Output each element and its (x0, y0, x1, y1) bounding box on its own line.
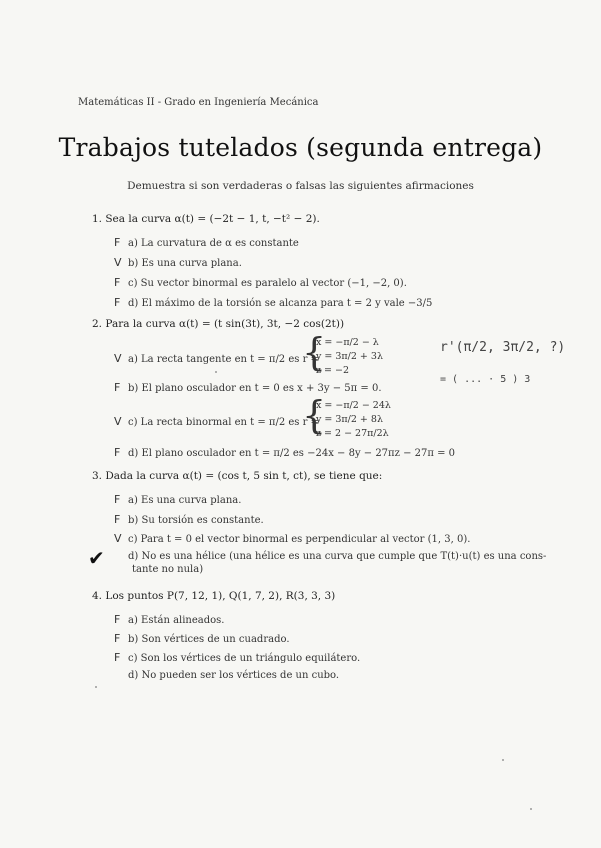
problem-4-item-a (114, 613, 224, 626)
problem-4-item-c (114, 651, 360, 664)
item-text: b) Es una curva plana. (128, 258, 242, 269)
problem-4-item-d (114, 670, 339, 681)
problem-1-statement: 1. Sea la curva α(t) = (−2t − 1, t, −t² − 2). (92, 213, 320, 225)
answer-mark: F (114, 276, 121, 289)
scan-speck (502, 759, 504, 761)
answer-mark: V (114, 256, 122, 269)
answer-mark: F (114, 651, 121, 664)
answer-mark: F (114, 296, 121, 309)
item-text: a) La recta tangente en t = π/2 es r = (128, 354, 319, 365)
item-text: d) El plano osculador en t = π/2 es −24x − 8y − 27πz − 27π = 0 (128, 448, 456, 459)
system-c-line-2: y = 3π/2 + 8λ (316, 414, 383, 425)
page-title: Trabajos tutelados (segunda entrega) (58, 133, 543, 162)
problem-4-statement: 4. Los puntos P(7, 12, 1), Q(1, 7, 2), R(3, 3, 3) (92, 590, 336, 602)
system-c-line-3: z = 2 − 27π/2λ (316, 428, 389, 439)
item-text: b) Son vértices de un cuadrado. (128, 634, 290, 645)
item-text: c) Su vector binormal es paralelo al vector (−1, −2, 0). (128, 278, 407, 289)
problem-2-item-b (114, 381, 382, 394)
problem-2-statement: 2. Para la curva α(t) = (t sin(3t), 3t, −2 cos(2t)) (92, 318, 345, 330)
handwritten-note: = ( ... · 5 ) 3 (440, 374, 531, 385)
item-text: d) No es una hélice (una hélice es una curva que cumple que T(t)·u(t) es una cons- (128, 551, 547, 562)
brace-symbol: { (302, 393, 327, 437)
answer-mark: F (114, 493, 121, 506)
scan-speck (95, 686, 97, 688)
system-c-line-1: x = −π/2 − 24λ (316, 400, 391, 411)
scan-speck (215, 371, 217, 373)
answer-mark: F (114, 236, 121, 249)
answer-mark: V (114, 352, 122, 365)
problem-3-item-d (114, 551, 546, 562)
answer-mark: V (114, 415, 122, 428)
item-text: a) La curvatura de α es constante (128, 238, 299, 249)
answer-mark: F (114, 613, 121, 626)
item-text: c) La recta binormal en t = π/2 es r = (128, 417, 319, 428)
answer-mark: F (114, 381, 121, 394)
scan-speck (530, 808, 532, 810)
system-a-line-2: y = 3π/2 + 3λ (316, 351, 383, 362)
item-text: c) Para t = 0 el vector binormal es perpendicular al vector (1, 3, 0). (128, 534, 471, 545)
course-header: Matemáticas II - Grado en Ingeniería Mecánica (78, 97, 319, 108)
system-a-line-1: x = −π/2 − λ (316, 337, 379, 348)
problem-3-item-c (114, 532, 470, 545)
problem-1-item-b (114, 256, 242, 269)
handwritten-note: r'(π/2, 3π/2, ?) (440, 340, 566, 355)
problem-3-statement: 3. Dada la curva α(t) = (cos t, 5 sin t, ct), se tiene que: (92, 470, 383, 482)
item-text: a) Es una curva plana. (128, 495, 242, 506)
item-text: d) El máximo de la torsión se alcanza para t = 2 y vale −3/5 (128, 298, 433, 309)
problem-3-item-a (114, 493, 241, 506)
problem-1-item-a (114, 236, 299, 249)
item-text: b) Su torsión es constante. (128, 515, 264, 526)
problem-3-item-b (114, 513, 264, 526)
item-text: b) El plano osculador en t = 0 es x + 3y − 5π = 0. (128, 383, 382, 394)
check-mark-icon: ✔ (88, 546, 105, 570)
problem-3-item-d-continuation: tante no nula) (132, 564, 204, 575)
problem-1-item-d (114, 296, 432, 309)
problem-2-item-a (114, 352, 319, 365)
item-text: a) Están alineados. (128, 615, 225, 626)
problem-2-item-d (114, 446, 455, 459)
answer-mark: V (114, 532, 122, 545)
problem-2-item-c (114, 415, 319, 428)
answer-mark: F (114, 632, 121, 645)
item-text: c) Son los vértices de un triángulo equilátero. (128, 653, 361, 664)
system-a-line-3: z = −2 (316, 365, 350, 376)
problem-1-item-c (114, 276, 407, 289)
item-text: d) No pueden ser los vértices de un cubo. (128, 670, 340, 681)
answer-mark: F (114, 513, 121, 526)
page-subtitle: Demuestra si son verdaderas o falsas las siguientes afirmaciones (127, 180, 474, 192)
answer-mark: F (114, 446, 121, 459)
brace-symbol: { (302, 330, 327, 374)
problem-4-item-b (114, 632, 290, 645)
